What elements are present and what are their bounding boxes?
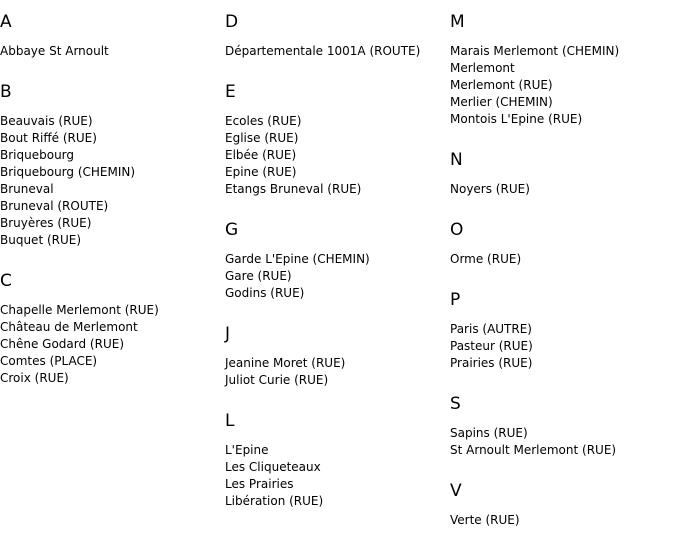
- index-column-3: [450, 0, 670, 529]
- letter-section-d: [225, 12, 445, 60]
- street-item: Chapelle Merlemont (RUE): [0, 303, 159, 317]
- street-item: Les Prairies: [225, 477, 294, 491]
- section-letter-heading: N: [450, 150, 463, 170]
- street-item: St Arnoult Merlemont (RUE): [450, 443, 617, 457]
- street-list: [225, 113, 445, 198]
- section-letter-heading: L: [225, 411, 235, 431]
- street-item: Jeanine Moret (RUE): [225, 356, 346, 370]
- street-item: Buquet (RUE): [0, 233, 82, 247]
- street-item: Epine (RUE): [225, 165, 297, 179]
- street-item: Briquebourg: [0, 148, 75, 162]
- street-item: Montois L'Epine (RUE): [450, 112, 583, 126]
- section-letter-heading: V: [450, 481, 462, 501]
- street-list: [450, 43, 670, 128]
- letter-section-s: [450, 394, 670, 459]
- street-item: Paris (AUTRE): [450, 322, 532, 336]
- street-item: Merlier (CHEMIN): [450, 95, 553, 109]
- street-item: Beauvais (RUE): [0, 114, 93, 128]
- index-column-1: [0, 0, 220, 387]
- street-item: Pasteur (RUE): [450, 339, 533, 353]
- street-item: Merlemont: [450, 61, 515, 75]
- street-item: Noyers (RUE): [450, 182, 530, 196]
- street-item: Bruneval (ROUTE): [0, 199, 109, 213]
- street-item: Ecoles (RUE): [225, 114, 302, 128]
- street-item: Merlemont (RUE): [450, 78, 553, 92]
- street-item: L'Epine: [225, 443, 269, 457]
- letter-section-p: [450, 290, 670, 372]
- section-letter-heading: O: [450, 220, 464, 240]
- street-item: Orme (RUE): [450, 252, 522, 266]
- section-letter-heading: P: [450, 290, 461, 310]
- street-item: Etangs Bruneval (RUE): [225, 182, 362, 196]
- street-list: [225, 355, 445, 389]
- section-letter-heading: C: [0, 271, 12, 291]
- street-item: Gare (RUE): [225, 269, 292, 283]
- street-item: Départementale 1001A (ROUTE): [225, 44, 421, 58]
- street-list: [450, 251, 670, 268]
- section-letter-heading: M: [450, 12, 465, 32]
- street-list: [450, 181, 670, 198]
- letter-section-e: [225, 82, 445, 198]
- street-list: [450, 512, 670, 529]
- street-item: Marais Merlemont (CHEMIN): [450, 44, 620, 58]
- section-letter-heading: D: [225, 12, 239, 32]
- street-list: [225, 43, 445, 60]
- letter-section-b: [0, 82, 220, 249]
- street-item: Eglise (RUE): [225, 131, 299, 145]
- street-item: Libération (RUE): [225, 494, 324, 508]
- street-item: Bruneval: [0, 182, 54, 196]
- street-item: Sapins (RUE): [450, 426, 528, 440]
- street-item: Elbée (RUE): [225, 148, 297, 162]
- letter-section-o: [450, 220, 670, 268]
- street-item: Abbaye St Arnoult: [0, 44, 109, 58]
- letter-section-v: [450, 481, 670, 529]
- section-letter-heading: E: [225, 82, 236, 102]
- street-item: Verte (RUE): [450, 513, 520, 527]
- street-list: [225, 251, 445, 302]
- street-item: Comtes (PLACE): [0, 354, 98, 368]
- street-item: Les Cliqueteaux: [225, 460, 321, 474]
- street-item: Garde L'Epine (CHEMIN): [225, 252, 370, 266]
- street-item: Godins (RUE): [225, 286, 305, 300]
- section-letter-heading: S: [450, 394, 461, 414]
- street-item: Château de Merlemont: [0, 320, 138, 334]
- street-item: Juliot Curie (RUE): [225, 373, 329, 387]
- street-item: Bout Riffé (RUE): [0, 131, 97, 145]
- street-list: [450, 321, 670, 372]
- letter-section-a: [0, 12, 220, 60]
- letter-section-j: [225, 324, 445, 389]
- section-letter-heading: J: [225, 324, 231, 344]
- index-column-2: [225, 0, 445, 510]
- street-list: [450, 425, 670, 459]
- street-item: Prairies (RUE): [450, 356, 533, 370]
- street-item: Bruyères (RUE): [0, 216, 92, 230]
- street-list: [0, 113, 220, 249]
- letter-section-l: [225, 411, 445, 510]
- street-list: [0, 302, 220, 387]
- letter-section-c: [0, 271, 220, 387]
- section-letter-heading: G: [225, 220, 239, 240]
- street-item: Croix (RUE): [0, 371, 69, 385]
- street-item: Chêne Godard (RUE): [0, 337, 125, 351]
- section-letter-heading: A: [0, 12, 12, 32]
- street-list: [0, 43, 220, 60]
- letter-section-n: [450, 150, 670, 198]
- letter-section-m: [450, 12, 670, 128]
- letter-section-g: [225, 220, 445, 302]
- street-item: Briquebourg (CHEMIN): [0, 165, 136, 179]
- section-letter-heading: B: [0, 82, 12, 102]
- street-list: [225, 442, 445, 510]
